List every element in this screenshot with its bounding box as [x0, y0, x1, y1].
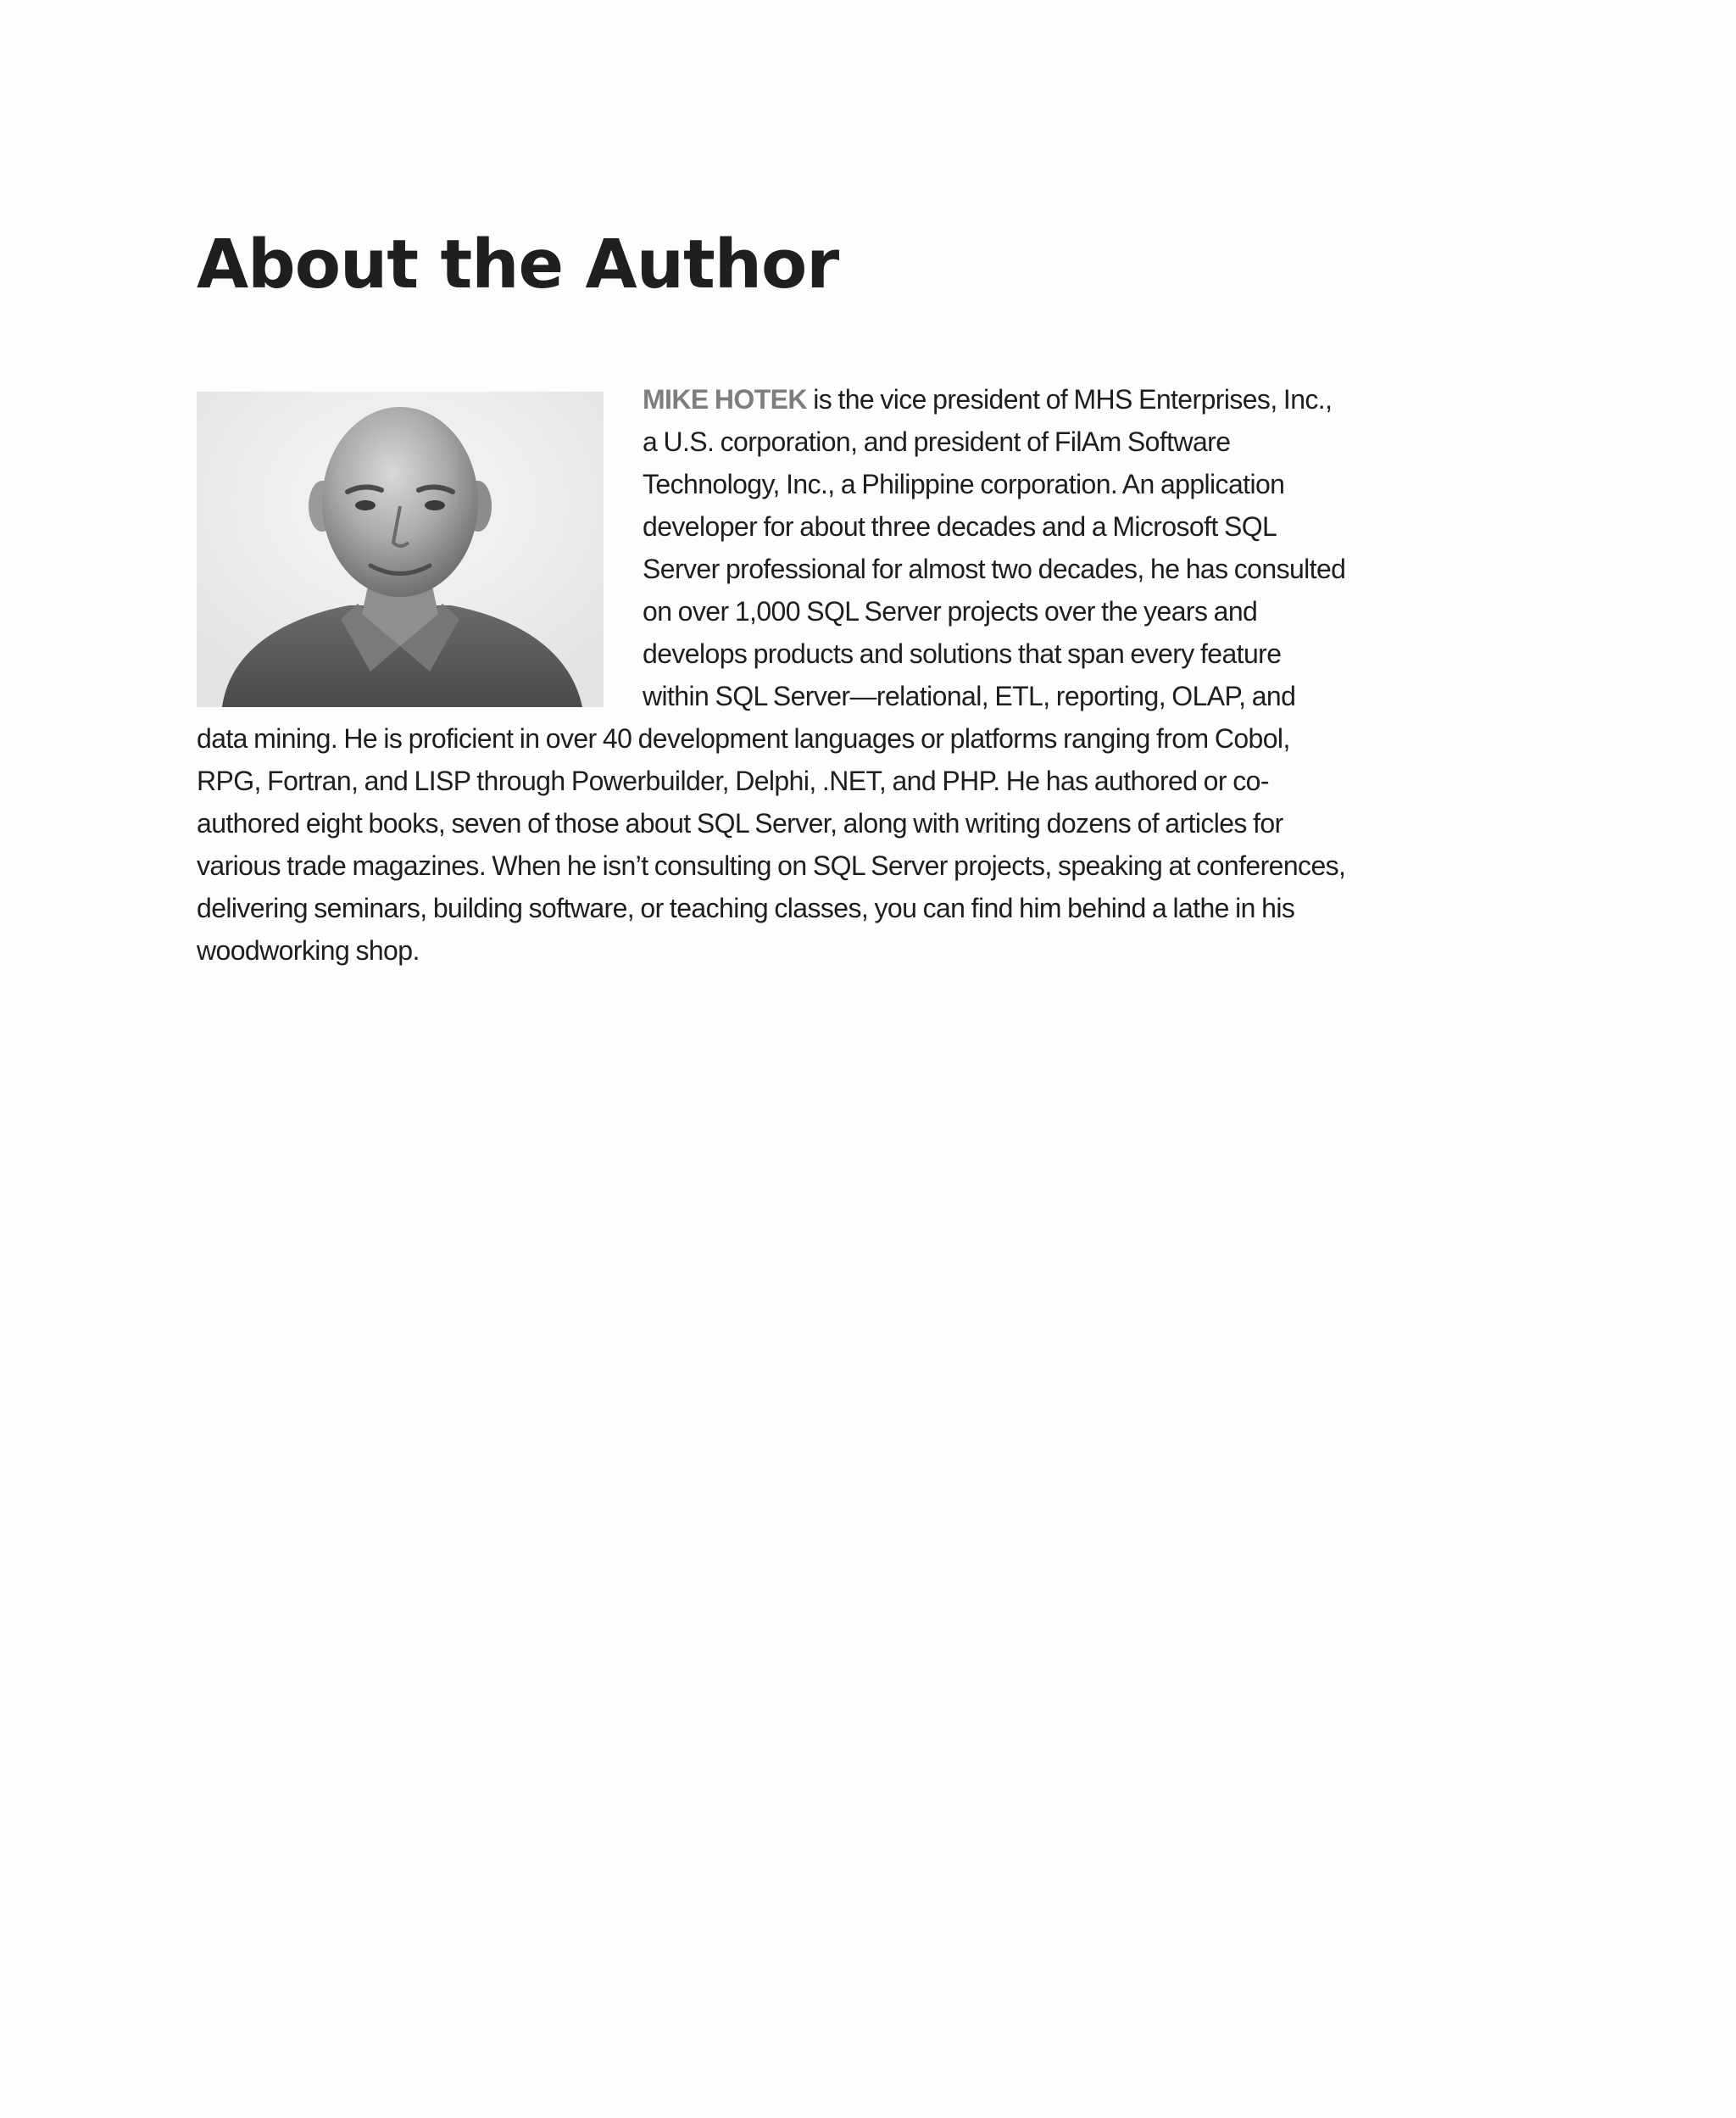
page-title: About the Author: [197, 226, 839, 304]
author-bio-text: is the vice president of MHS Enterprises, Inc., a U.S. corporation, and president of FilAm Software Technology, Inc., a Philippine corporation. An application developer for about three decades and a Microsoft SQL Server professional for almost two decades, he has consulted on over 1,000 SQL Server projects over the years and develops products and solutions that span every feature within SQL Server—relational, ETL, reporting, OLAP, and data mining. He is proficient in over 40 development languages or platforms ranging from Cobol, RPG, Fortran, and LISP through Powerbuilder, Delphi, .NET, and PHP. He has authored or co-authored eight books, seven of those about SQL Server, along with writing dozens of articles for various trade magazines. When he isn’t consulting on SQL Server projects, speaking at conferences, delivering seminars, building software, or teaching classes, you can find him behind a lathe in his woodworking shop.: [197, 384, 1346, 966]
author-photo: [197, 392, 604, 707]
author-name: MIKE HOTEK: [643, 384, 807, 415]
author-bio: [197, 378, 1349, 972]
